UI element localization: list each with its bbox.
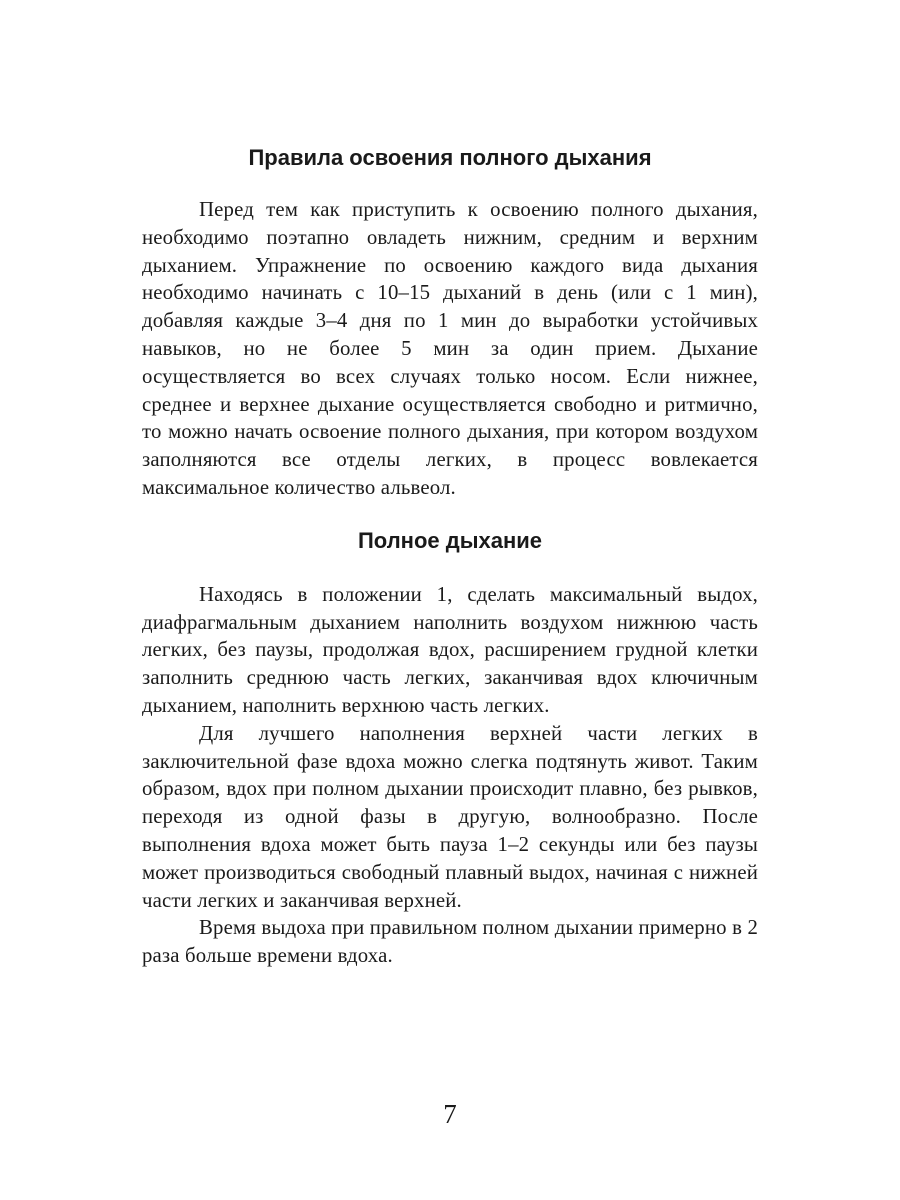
paragraph-full-breathing-3: Время выдоха при правильном полном дыхании примерно в 2 раза больше времени вдоха. [142, 916, 758, 968]
paragraph-full-breathing-1: Находясь в положении 1, сделать максимальный выдох, диафрагмальным дыханием наполнить воздухом нижнюю часть легких, без паузы, продолжая вдох, расширением грудной клетки заполнить среднюю часть легких, заканчивая вдох ключичным дыханием, наполнить верхнюю часть легких. [142, 582, 758, 717]
page-content [142, 140, 758, 970]
section-heading-full-breathing: Полное дыхание [357, 527, 543, 553]
paragraph-full-breathing-2: Для лучшего наполнения верхней части легких в заключительной фазе вдоха можно слегка подтянуть живот. Таким образом, вдох при полном дыхании происходит плавно, без рывков, переходя из одной фазы в другую, волнообразно. После выполнения вдоха может быть пауза 1–2 секунды или без паузы может производиться свободный плавный выдох, начиная с нижней части легких и заканчивая верхней. [142, 721, 758, 912]
paragraph-rules-1: Перед тем как приступить к освоению полного дыхания, необходимо поэтапно овладеть нижним, средним и верхним дыханием. Упражнение по освоению каждого вида дыхания необходимо начинать с 10–15 дыханий в день (или с 1 мин), добавляя каждые 3–4 дня по 1 мин до выработки устойчивых навыков, но не более 5 мин за один прием. Дыхание осуществляется во всех случаях только носом. Если нижнее, среднее и верхнее дыхание осуществляется свободно и ритмично, то можно начать освоение полного дыхания, при котором воздухом заполняются все отделы легких, в процесс вовлекается максимальное количество альвеол. [142, 198, 758, 499]
section-heading-rules: Правила освоения полного дыхания [248, 145, 652, 170]
page-number: 7 [443, 1099, 457, 1129]
